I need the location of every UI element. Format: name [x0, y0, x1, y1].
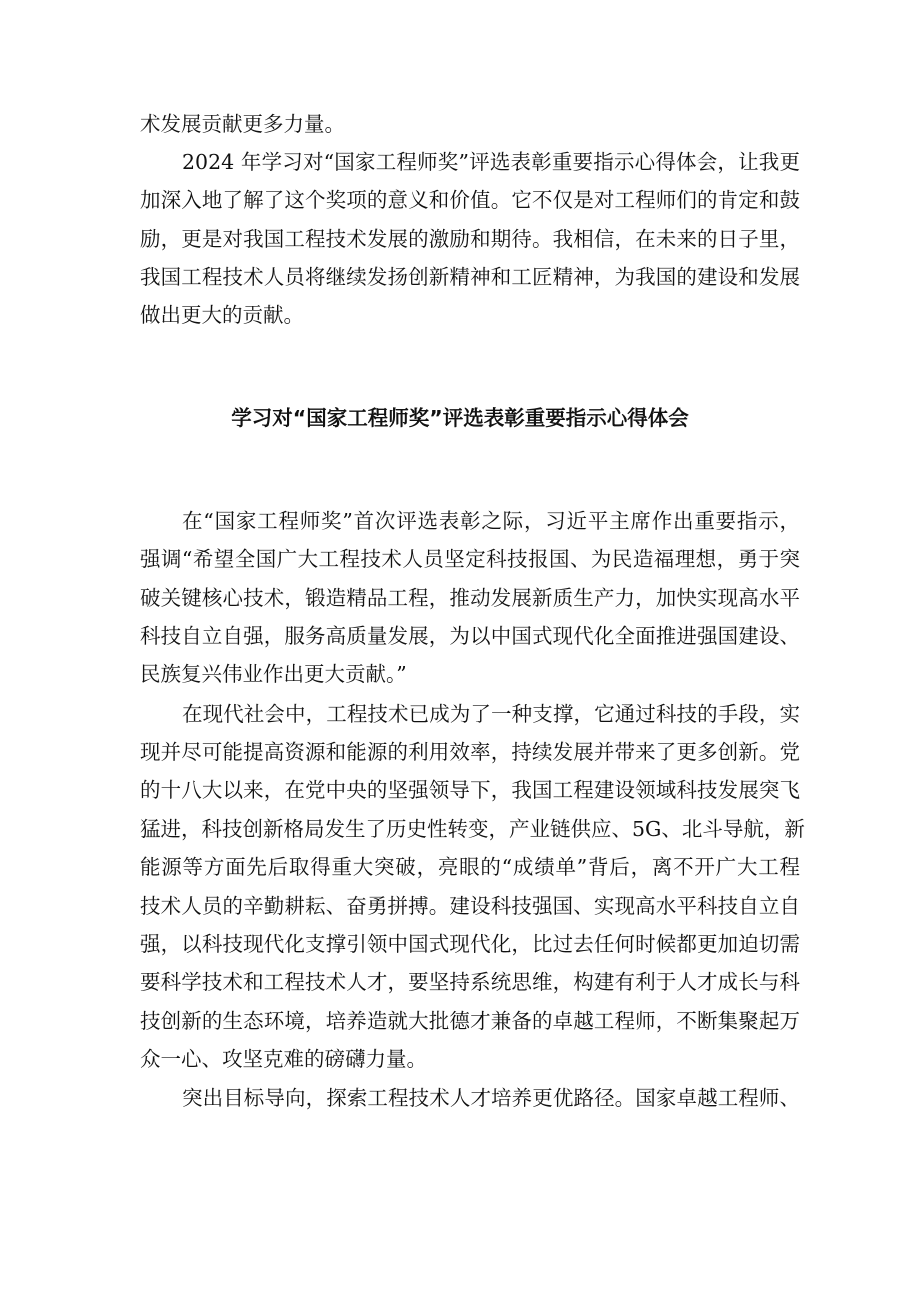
paragraph-3-line-8: 要科学技术和工程技术人才，要坚持系统思维，构建有利于人才成长与科	[140, 970, 800, 994]
paragraph-1-line-2: 加深入地了解了这个奖项的意义和价值。它不仅是对工程师们的肯定和鼓	[140, 188, 800, 212]
paragraph-2-line-5: 民族复兴伟业作出更大贡献。”	[140, 662, 407, 686]
paragraph-3-line-7: 强，以科技现代化支撑引领中国式现代化，比过去任何时候都更加迫切需	[140, 932, 800, 956]
paragraph-2-line-2: 强调“希望全国广大工程技术人员坚定科技报国、为民造福理想，勇于突	[140, 547, 800, 571]
paragraph-1-line-4: 我国工程技术人员将继续发扬创新精神和工匠精神，为我国的建设和发展	[140, 265, 800, 289]
paragraph-2-line-4: 科技自立自强，服务高质量发展，为以中国式现代化全面推进强国建设、	[140, 624, 800, 648]
intro-tail-line: 术发展贡献更多力量。	[140, 112, 345, 136]
paragraph-3-line-6: 技术人员的辛勤耕耘、奋勇拼搏。建设科技强国、实现高水平科技自立自	[140, 894, 800, 918]
paragraph-2-line-3: 破关键核心技术，锻造精品工程，推动发展新质生产力，加快实现高水平	[140, 586, 800, 610]
paragraph-1-line-1: 2024 年学习对“国家工程师奖”评选表彰重要指示心得体会，让我更	[182, 150, 800, 174]
paragraph-2-line-1: 在“国家工程师奖”首次评选表彰之际，习近平主席作出重要指示，	[182, 509, 800, 533]
section-title: 学习对“国家工程师奖”评选表彰重要指示心得体会	[231, 406, 689, 430]
paragraph-3-line-1: 在现代社会中，工程技术已成为了一种支撑，它通过科技的手段，实	[182, 702, 800, 726]
paragraph-1-line-3: 励，更是对我国工程技术发展的激励和期待。我相信，在未来的日子里，	[140, 227, 800, 251]
paragraph-4-line-1: 突出目标导向，探索工程技术人才培养更优路径。国家卓越工程师、	[182, 1086, 800, 1110]
paragraph-3-line-3: 的十八大以来，在党中央的坚强领导下，我国工程建设领域科技发展突飞	[140, 778, 800, 802]
paragraph-3-line-9: 技创新的生态环境，培养造就大批德才兼备的卓越工程师，不断集聚起万	[140, 1009, 800, 1033]
paragraph-3-line-2: 现并尽可能提高资源和能源的利用效率，持续发展并带来了更多创新。党	[140, 740, 800, 764]
paragraph-3-line-5: 能源等方面先后取得重大突破，亮眼的“成绩单”背后，离不开广大工程	[140, 855, 800, 879]
paragraph-3-line-4: 猛进，科技创新格局发生了历史性转变，产业链供应、5G、北斗导航，新	[140, 817, 805, 841]
paragraph-1-line-5: 做出更大的贡献。	[140, 303, 304, 327]
paragraph-3-line-10: 众一心、攻坚克难的磅礴力量。	[140, 1047, 427, 1071]
